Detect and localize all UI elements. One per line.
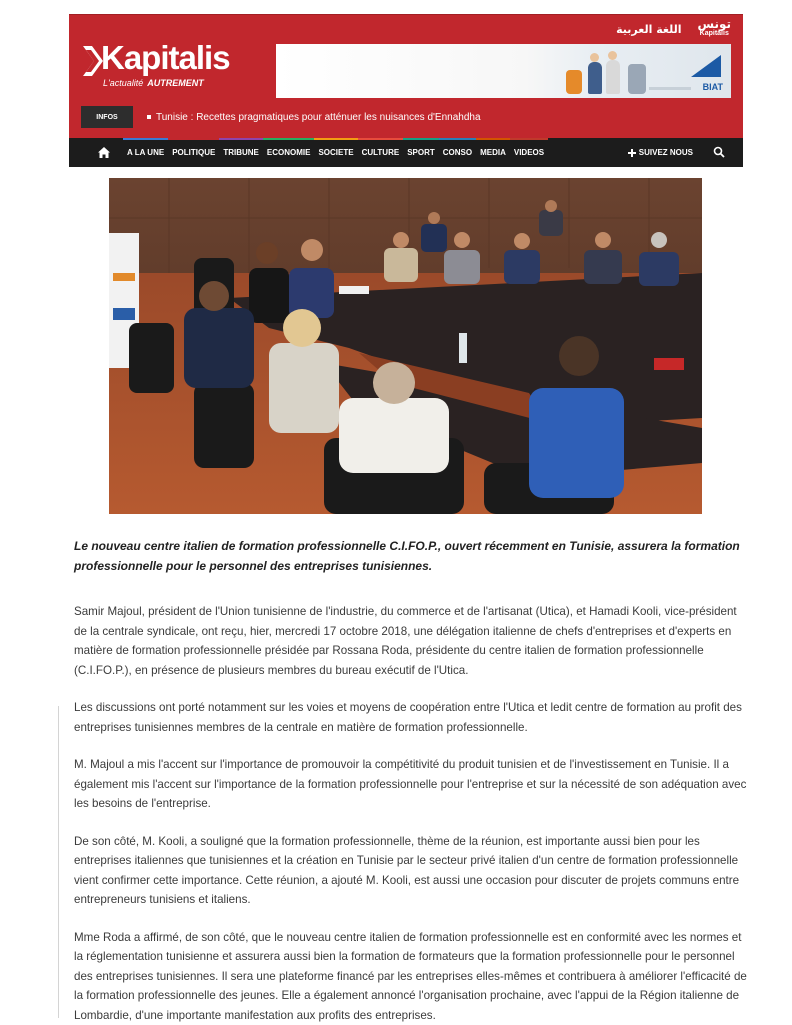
logo-text: Kapitalis [101,39,230,77]
ticker-bullet-icon [147,115,151,119]
banner-suitcase-image [628,64,646,94]
banner-person-head [590,53,599,62]
bank-name: BIAT [703,82,723,92]
ticker-text[interactable]: Tunisie : Recettes pragmatiques pour atténuer les nuisances d'Ennahdha [156,112,481,123]
article-paragraph: Les discussions ont porté notamment sur les voies et moyens de coopération entre l'Utica et ledit centre de formation au profit des entreprises tunisiennes membres de la centrale en matière de formation professionnelle. [74,698,750,737]
home-button[interactable] [93,138,115,167]
tagline-part1: L'actualité [103,78,143,88]
tunis-logo-main: تونس [698,17,732,31]
nav-item-economie[interactable]: ECONOMIE [263,138,315,167]
top-links [616,18,731,40]
meeting-photo-image [109,178,702,514]
article-body [74,536,750,1025]
nav-item-politique[interactable]: POLITIQUE [168,138,219,167]
nav-item-a-la-une[interactable]: A LA UNE [123,138,168,167]
nav-item-videos[interactable]: VIDEOS [510,138,548,167]
logo-tagline [103,76,204,90]
banner-person-image [588,62,602,94]
site-header [69,14,743,139]
nav-item-tribune[interactable]: TRIBUNE [219,138,263,167]
article-paragraph: Samir Majoul, président de l'Union tunisienne de l'industrie, du commerce et de l'artisanat (Utica), et Hamadi Kooli, vice-président de la centrale syndicale, ont reçu, hier, mercredi 17 octobre 2018, une délégation italienne de chefs d'entreprises et d'experts en matière de formation professionnelle présidée par Rossana Roda, présidente du centre italien de formation professionnelle (C.I.FO.P.), en présence de plusieurs membres du bureau exécutif de l'Utica. [74,602,750,680]
search-icon[interactable] [713,146,725,158]
banner-text-line [649,87,691,90]
info-label: INFOS [81,106,133,128]
article-lead: Le nouveau centre italien de formation professionnelle C.I.FO.P., ouvert récemment en Tunisie, assurera la formation professionnelle pour le personnel des entreprises tunisiennes. [74,536,750,576]
plus-icon [628,149,636,157]
ad-banner[interactable] [276,44,731,98]
follow-us-label: SUIVEZ NOUS [639,148,693,157]
news-ticker[interactable] [147,106,481,128]
nav-items [123,138,548,167]
nav-item-societe[interactable]: SOCIETE [314,138,357,167]
page-left-rule [58,706,59,1018]
tunis-kapitalis-logo[interactable] [698,19,732,39]
follow-us-button[interactable] [628,138,693,167]
tunis-logo-sub: Kapitalis [698,29,732,39]
nav-item-media[interactable]: MEDIA [476,138,510,167]
main-nav [69,138,743,167]
article-paragraph: M. Majoul a mis l'accent sur l'importance de promouvoir la compétitivité du produit tunisien et de l'investissement en Tunisie. Il a également mis l'accent sur l'importance de la formation professionnelle pour l'entreprise et sur la nécessité de son adéquation avec les besoins de l'entreprise. [74,755,750,814]
article-paragraph: Mme Roda a affirmé, de son côté, que le nouveau centre italien de formation professionnelle est en conformité avec les normes et la réglementation tunisienne et assurera aussi bien la formation de formateurs que la formation professionnelle pour le personnel des entreprises tunisiennes. Il sera une plateforme financé par les entreprises elles-mêmes et contribuera à améliorer l'efficacité de la formation professionnelle des jeunes. Elle a également annoncé l'organisation prochaine, avec l'appui de la Région italienne de Lombardie, d'une importante manifestation aux profits des entreprises. [74,928,750,1025]
tagline-part2: AUTREMENT [147,78,204,88]
home-icon [98,147,110,158]
nav-item-culture[interactable]: CULTURE [358,138,404,167]
article-paragraph: De son côté, M. Kooli, a souligné que la formation professionnelle, thème de la réunion, est importante aussi bien pour les entreprises italiennes que tunisiennes et la création en Tunisie par le secteur privé italien d'un centre de formation professionnelle vient confirmer cette importance. Cette réunion, a ajouté M. Kooli, est aussi une occasion pour discuter de projets communs entre entrepreneurs tunisiens et italiens. [74,832,750,910]
article-photo [109,178,702,514]
banner-suitcase-image [566,70,582,94]
banner-person-head [608,51,617,60]
kapitalis-logo[interactable] [83,43,243,91]
arabic-version-link[interactable]: اللغة العربية [616,23,681,36]
nav-item-sport[interactable]: SPORT [403,138,439,167]
nav-item-conso[interactable]: CONSO [439,138,476,167]
banner-person-image [606,60,620,94]
logo-chevron-icon [83,46,103,76]
